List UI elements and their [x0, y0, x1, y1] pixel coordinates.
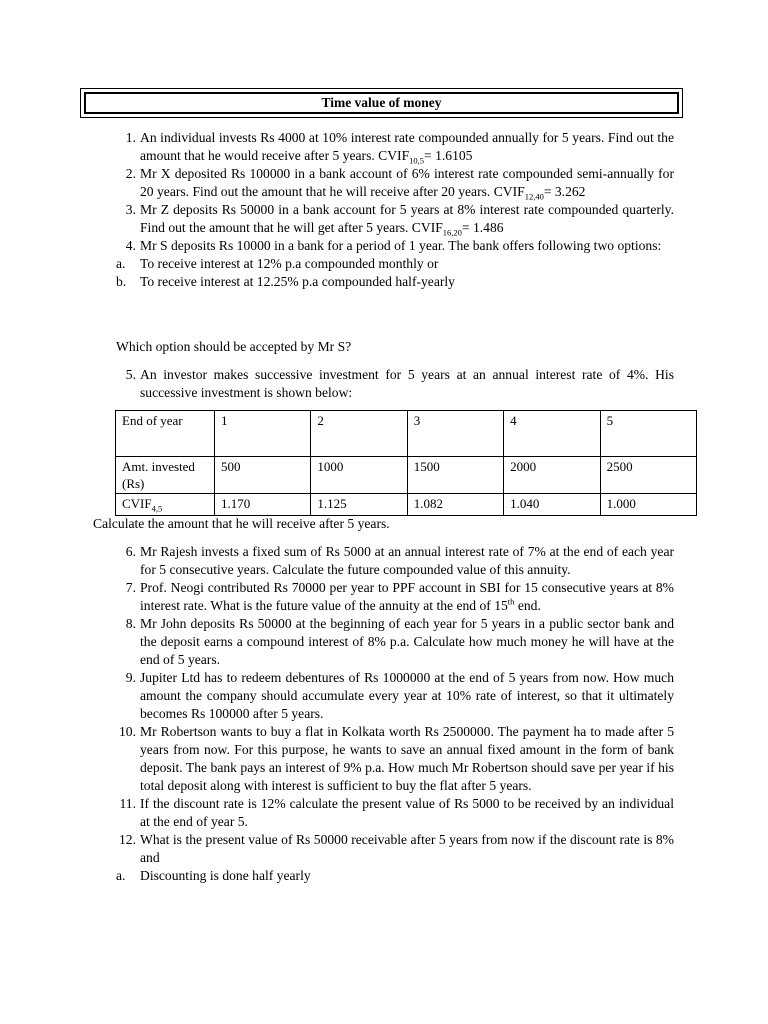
option-a: a. To receive interest at 12% p.a compounded monthly or	[116, 256, 439, 271]
question-5-prompt: Calculate the amount that he will receive after 5 years.	[93, 516, 390, 531]
table-cell: 5	[600, 411, 696, 457]
table-cell: 1.170	[215, 494, 311, 516]
option-a: a. Discounting is done half yearly	[116, 868, 311, 883]
table-cell: 1.000	[600, 494, 696, 516]
question-6: 6. Mr Rajesh invests a fixed sum of Rs 5000 at an annual interest rate of 7% at the end of each year for 5 consecutive years. Calculate the future compounded value of this annuity.	[125, 544, 674, 577]
investment-table	[115, 410, 697, 516]
question-3: 3. Mr Z deposits Rs 50000 in a bank account for 5 years at 8% interest rate compounded quarterly. Find out the amount that he will get after 5 years. $CVIF_{16,20}= 1.486$	[125, 202, 674, 238]
question-10: 10. Mr Robertson wants to buy a flat in Kolkata worth Rs 2500000. The payment ha to made after 5 years from now. For this purpose, he wants to save an annual fixed amount in the form of bank deposit. The bank pays an interest of 9% p.a. How much Mr Robertson should save per year if his total deposit along with interest is sufficient to buy the flat after 5 years.	[119, 724, 674, 793]
table-cell: $CVIF_{4,5}$	[116, 494, 215, 516]
table-cell: 1000	[311, 457, 407, 494]
table-cell: 4	[504, 411, 600, 457]
table-cell: Amt. invested (Rs)	[116, 457, 215, 494]
table-cell: 3	[407, 411, 503, 457]
table-row	[116, 494, 697, 516]
table-cell: 2	[311, 411, 407, 457]
option-b: b. To receive interest at 12.25% p.a compounded half-yearly	[116, 274, 455, 289]
table-cell: End of year	[116, 411, 215, 457]
question-5: 5. An investor makes successive investment for 5 years at an annual interest rate of 4%. His successive investment is shown below:	[125, 367, 674, 400]
table-row	[116, 457, 697, 494]
table-row	[116, 411, 697, 457]
question-list-1	[110, 129, 674, 291]
question-8: 8. Mr John deposits Rs 50000 at the beginning of each year for 5 years in a public sector bank and the deposit earns a compound interest of 8% p.a. Calculate how much money he will have at the end of 5 years.	[125, 616, 674, 667]
question-list-2	[110, 366, 674, 402]
title-box	[80, 88, 683, 118]
question-9: 9. Jupiter Ltd has to redeem debentures of Rs 1000000 at the end of 5 years from now. How much amount the company should accumulate every year at 10% rate of interest, so that it ultimately becomes Rs 100000 after 5 years.	[125, 670, 674, 721]
question-12: 12. What is the present value of Rs 50000 receivable after 5 years from now if the discount rate is 8% and	[119, 832, 674, 865]
table-cell: 1500	[407, 457, 503, 494]
question-1: 1. An individual invests Rs 4000 at 10% interest rate compounded annually for 5 years. Find out the amount that he would receive after 5 years. $CVIF_{10,5}= 1.6105$	[125, 130, 674, 166]
question-list-3	[110, 543, 674, 885]
table-cell: 1	[215, 411, 311, 457]
question-7: 7. Prof. Neogi contributed Rs 70000 per year to PPF account in SBI for 15 consecutive years at 8% interest rate. What is the future value of the annuity at the end of 15th end.	[125, 580, 674, 613]
question-11: 11. If the discount rate is 12% calculate the present value of Rs 5000 to be received by an individual at the end of year 5.	[119, 796, 674, 829]
question-4: 4. Mr S deposits Rs 10000 in a bank for a period of 1 year. The bank offers following two options:	[125, 238, 662, 253]
table-cell: 1.082	[407, 494, 503, 516]
question-4-prompt: Which option should be accepted by Mr S?	[116, 339, 352, 354]
page-title: Time value of money	[84, 92, 679, 114]
table-cell: 1.125	[311, 494, 407, 516]
table-cell: 2000	[504, 457, 600, 494]
table-cell: 500	[215, 457, 311, 494]
table-cell: 2500	[600, 457, 696, 494]
question-2: 2. Mr X deposited Rs 100000 in a bank account of 6% interest rate compounded semi-annually for 20 years. Find out the amount that he will receive after 20 years. $CVIF_{12,40}= 3.262$	[125, 166, 674, 202]
table-cell: 1.040	[504, 494, 600, 516]
